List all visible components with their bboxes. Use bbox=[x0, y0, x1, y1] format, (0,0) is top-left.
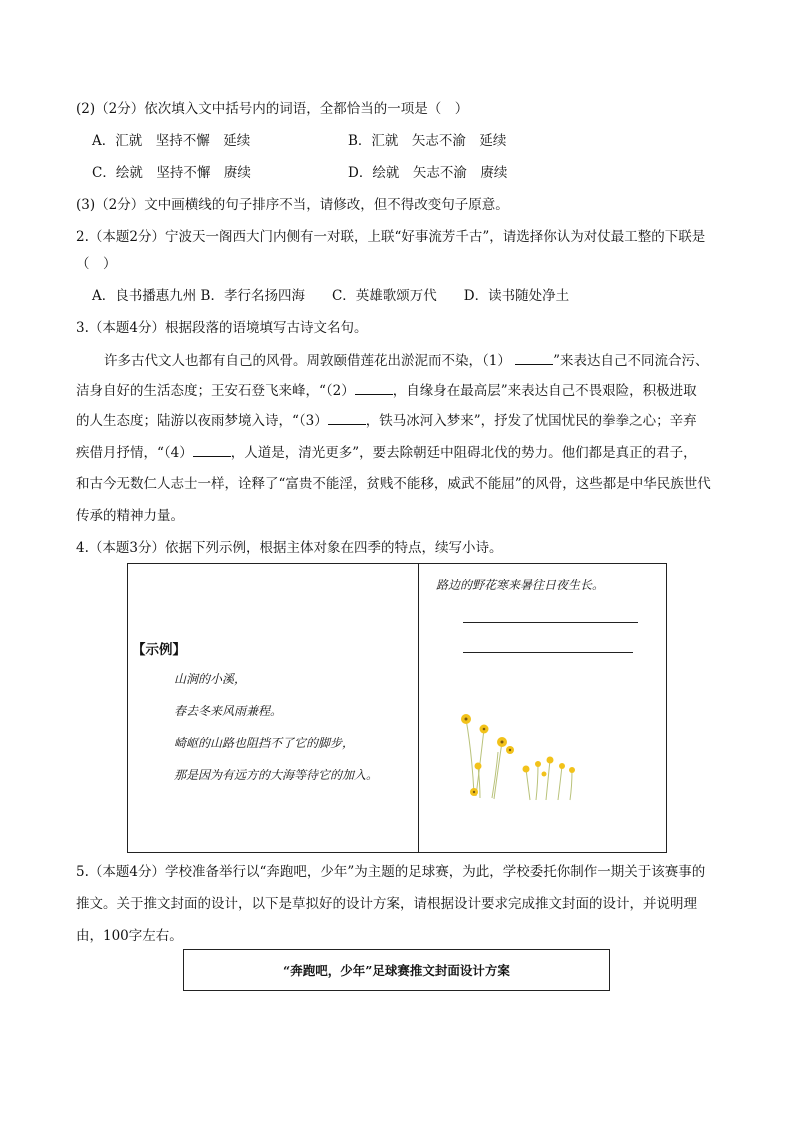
q2-stem-line1: 2.（本题2分）宁波天一阁西大门内侧有一对联，上联“好事流芳千古”，请选择你认为对仗最工整的下联是 bbox=[76, 229, 706, 245]
q5-line2: 推文。关于推文封面的设计，以下是草拟好的设计方案，请根据设计要求完成推文封面的设计，并说明理 bbox=[76, 896, 697, 912]
flower-illustration bbox=[450, 704, 610, 804]
q1-2-option-b: B．汇就 矢志不渝 延续 bbox=[348, 133, 507, 149]
q1-2-option-a: A．汇就 坚持不懈 延续 bbox=[92, 133, 251, 149]
q2-stem-line2: （ ） bbox=[76, 256, 117, 272]
q4-example-line4: 那是因为有远方的大海等待它的加入。 bbox=[174, 768, 379, 782]
q3-blank-1[interactable] bbox=[515, 350, 553, 365]
q3-p1-part-a: 许多古代文人也都有自己的风骨。周敦颐借莲花出淤泥而不染，（1） bbox=[104, 353, 511, 369]
q3-paragraph-line2 bbox=[76, 380, 697, 401]
q3-blank-4[interactable] bbox=[193, 442, 231, 457]
q3-p4-part-b: ，人道是，清光更多”，要去除朝廷中阻碍北伐的势力。他们都是真正的君子， bbox=[230, 445, 697, 461]
q3-paragraph-line1 bbox=[104, 350, 709, 371]
q1-2-stem: (2)（2分）依次填入文中括号内的词语，全都恰当的一项是（ ） bbox=[76, 101, 469, 117]
q4-stem: 4.（本题3分）依据下列示例，根据主体对象在四季的特点，续写小诗。 bbox=[76, 540, 503, 556]
q3-p2-part-b: ，自缘身在最高层”来表达自己不畏艰险，积极进取 bbox=[392, 383, 697, 399]
q5-design-plan-title-box bbox=[183, 949, 610, 991]
q4-answer-line-2[interactable] bbox=[463, 652, 633, 653]
q1-2-option-d: D．绘就 矢志不渝 赓续 bbox=[348, 165, 508, 181]
q4-example-line3: 崎岖的山路也阻挡不了它的脚步， bbox=[174, 736, 355, 750]
q3-stem: 3.（本题4分）根据段落的语境填写古诗文名句。 bbox=[76, 320, 368, 336]
q4-example-line1: 山涧的小溪， bbox=[174, 672, 247, 686]
q3-p3-part-b: ，铁马冰河入梦来”，抒发了忧国忧民的拳拳之心；辛弃 bbox=[365, 413, 697, 429]
q1-3-stem: (3)（2分）文中画横线的句子排序不当，请修改，但不得改变句子原意。 bbox=[76, 197, 509, 213]
q1-2-option-c: C．绘就 坚持不懈 赓续 bbox=[92, 165, 251, 181]
q4-right-line1: 路边的野花寒来暑往日夜生长。 bbox=[436, 578, 605, 592]
q3-p1-part-b: ”来表达自己不同流合污、 bbox=[553, 353, 709, 369]
q4-box-divider bbox=[418, 564, 419, 852]
q3-p4-part-a: 疾借月抒情，“（4） bbox=[76, 445, 193, 461]
q2-options: A．良书播惠九州 B．孝行名扬四海 C．英雄歌颂万代 D．读书随处净土 bbox=[92, 288, 570, 304]
q3-paragraph-line3 bbox=[76, 410, 697, 431]
q4-answer-line-1[interactable] bbox=[463, 622, 638, 623]
q3-blank-3[interactable] bbox=[328, 410, 366, 425]
q3-p3-part-a: 的人生态度；陆游以夜雨梦境入诗，“（3） bbox=[76, 413, 328, 429]
q3-paragraph-line5: 和古今无数仁人志士一样，诠释了“富贵不能淫，贫贱不能移，威武不能屈”的风骨，这些都是中华民族世代 bbox=[76, 476, 711, 492]
q3-blank-2[interactable] bbox=[355, 380, 393, 395]
q3-paragraph-line6: 传承的精神力量。 bbox=[76, 508, 184, 524]
q4-example-label: 【示例】 bbox=[132, 642, 186, 658]
q3-p2-part-a: 洁身自好的生活态度；王安石登飞来峰，“（2） bbox=[76, 383, 355, 399]
q4-example-line2: 春去冬来风雨兼程。 bbox=[174, 704, 283, 718]
q5-line1: 5.（本题4分）学校准备举行以“奔跑吧，少年”为主题的足球赛，为此，学校委托你制作一期关于该赛事的 bbox=[76, 864, 706, 880]
q4-example-box bbox=[127, 563, 667, 853]
q5-line3: 由，100字左右。 bbox=[76, 928, 183, 944]
q3-paragraph-line4 bbox=[76, 442, 697, 463]
q5-design-plan-title: “奔跑吧，少年”足球赛推文封面设计方案 bbox=[283, 963, 510, 978]
